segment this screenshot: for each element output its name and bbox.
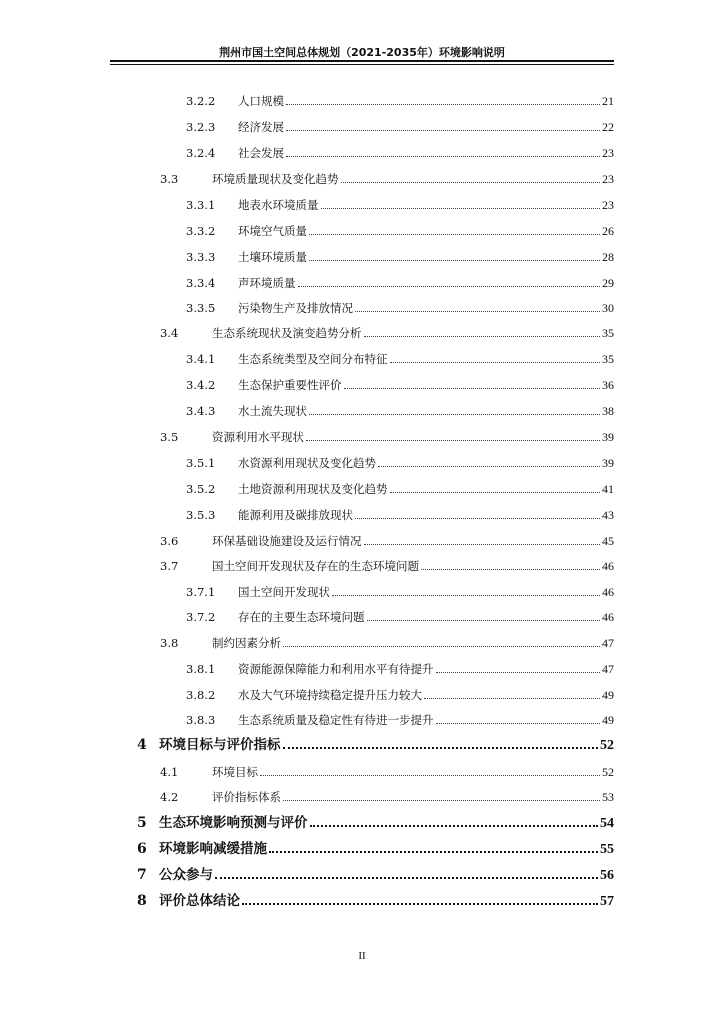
toc-entry-title: 能源利用及碳排放现状	[238, 508, 353, 522]
toc-entry-number: 3.3.2	[186, 224, 216, 238]
toc-entry-page: 30	[602, 301, 614, 315]
toc-entry-number: 3.3.1	[186, 198, 216, 212]
toc-entry-page: 43	[602, 508, 614, 522]
toc-entry-number: 3.8.1	[186, 662, 216, 676]
page-header-title: 荆州市国土空间总体规划（2021-2035年）环境影响说明	[219, 46, 505, 59]
toc-entry-number: 3.4.1	[186, 352, 216, 366]
toc-entry-number: 7	[137, 867, 147, 883]
toc-entry-title: 评价总体结论	[159, 893, 240, 909]
toc-entry[interactable]	[186, 609, 614, 625]
toc-leader-dots	[286, 156, 600, 157]
toc-entry-title: 国土空间开发现状	[238, 585, 330, 599]
toc-entry-title: 环境影响减缓措施	[159, 841, 267, 857]
toc-entry[interactable]	[186, 403, 614, 419]
toc-entry[interactable]	[186, 145, 614, 161]
toc-leader-dots	[355, 518, 600, 519]
toc-leader-dots	[364, 336, 601, 337]
toc-entry[interactable]	[186, 93, 614, 109]
toc-entry-title: 社会发展	[238, 146, 284, 160]
page-number: II	[358, 950, 366, 962]
toc-entry-title: 水土流失现状	[238, 404, 307, 418]
toc-entry-page: 35	[602, 326, 614, 340]
toc-entry[interactable]	[186, 661, 614, 677]
toc-leader-dots	[283, 800, 600, 801]
toc-leader-dots	[321, 208, 601, 209]
toc-leader-dots	[309, 260, 600, 261]
toc-entry-page: 52	[602, 765, 614, 779]
toc-entry-title: 生态系统现状及演变趋势分析	[212, 326, 362, 340]
toc-entry-title: 经济发展	[238, 120, 284, 134]
toc-leader-dots	[390, 492, 601, 493]
toc-entry-page: 41	[602, 482, 614, 496]
toc-entry-page: 46	[602, 585, 614, 599]
toc-entry[interactable]	[186, 249, 614, 265]
toc-entry[interactable]	[186, 197, 614, 213]
toc-entry-title: 存在的主要生态环境问题	[238, 610, 365, 624]
toc-leader-dots	[436, 672, 601, 673]
toc-leader-dots	[286, 104, 600, 105]
toc-leader-dots	[306, 440, 600, 441]
toc-entry-number: 3.2.2	[186, 94, 216, 108]
toc-entry-title: 生态保护重要性评价	[238, 378, 342, 392]
toc-entry[interactable]	[186, 584, 614, 600]
toc-entry-page: 46	[602, 610, 614, 624]
toc-entry[interactable]	[186, 507, 614, 523]
toc-entry-number: 3.6	[160, 534, 179, 548]
toc-entry-number: 3.8.2	[186, 688, 216, 702]
toc-entry-page: 35	[602, 352, 614, 366]
toc-entry-number: 3.2.4	[186, 146, 216, 160]
toc-entry-number: 3.2.3	[186, 120, 216, 134]
toc-entry[interactable]	[160, 325, 614, 341]
toc-leader-dots	[260, 775, 600, 776]
toc-entry-title: 环境质量现状及变化趋势	[212, 172, 339, 186]
toc-entry-title: 生态环境影响预测与评价	[159, 815, 308, 831]
toc-entry-number: 3.3	[160, 172, 179, 186]
toc-entry[interactable]	[137, 893, 614, 910]
toc-entry-title: 生态系统类型及空间分布特征	[238, 352, 388, 366]
toc-entry-title: 污染物生产及排放情况	[238, 301, 353, 315]
toc-leader-dots	[341, 182, 601, 183]
toc-leader-dots	[344, 388, 601, 389]
toc-entry-page: 45	[602, 534, 614, 548]
toc-entry-title: 土壤环境质量	[238, 250, 307, 264]
toc-leader-dots	[309, 234, 600, 235]
toc-entry-page: 57	[600, 894, 614, 909]
toc-entry[interactable]	[186, 687, 614, 703]
toc-entry-page: 23	[602, 172, 614, 186]
toc-leader-dots	[215, 877, 598, 879]
toc-entry[interactable]	[160, 764, 614, 780]
header-rule-thin	[110, 64, 614, 65]
toc-entry-title: 声环境质量	[238, 276, 296, 290]
toc-entry[interactable]	[160, 789, 614, 805]
toc-entry-page: 53	[602, 790, 614, 804]
toc-entry[interactable]	[186, 712, 614, 728]
toc-entry[interactable]	[186, 119, 614, 135]
toc-entry-number: 4.1	[160, 765, 179, 779]
toc-entry-page: 22	[602, 120, 614, 134]
toc-entry-number: 3.3.4	[186, 276, 216, 290]
toc-leader-dots	[332, 595, 600, 596]
toc-entry[interactable]	[186, 455, 614, 471]
toc-entry[interactable]	[186, 377, 614, 393]
toc-entry-number: 3.4	[160, 326, 179, 340]
toc-entry-title: 环境空气质量	[238, 224, 307, 238]
toc-entry-number: 3.3.3	[186, 250, 216, 264]
toc-entry-number: 5	[137, 815, 147, 831]
toc-leader-dots	[283, 747, 599, 749]
toc-leader-dots	[283, 646, 600, 647]
toc-entry[interactable]	[186, 223, 614, 239]
toc-leader-dots	[436, 723, 601, 724]
toc-entry-title: 资源能源保障能力和利用水平有待提升	[238, 662, 434, 676]
toc-entry-number: 8	[137, 893, 147, 909]
toc-entry-number: 3.4.2	[186, 378, 216, 392]
toc-leader-dots	[269, 851, 598, 853]
toc-entry-number: 3.5	[160, 430, 179, 444]
toc-entry-page: 47	[602, 636, 614, 650]
toc-leader-dots	[355, 311, 600, 312]
toc-entry-number: 4	[137, 737, 147, 753]
toc-entry-page: 39	[602, 456, 614, 470]
toc-entry[interactable]	[186, 351, 614, 367]
toc-entry-title: 制约因素分析	[212, 636, 281, 650]
toc-leader-dots	[424, 698, 600, 699]
toc-leader-dots	[390, 362, 601, 363]
toc-entry[interactable]	[160, 533, 614, 549]
toc-leader-dots	[309, 414, 600, 415]
toc-entry-number: 4.2	[160, 790, 179, 804]
toc-leader-dots	[310, 825, 599, 827]
toc-entry-title: 评价指标体系	[212, 790, 281, 804]
toc-entry-page: 23	[602, 146, 614, 160]
toc-leader-dots	[364, 544, 601, 545]
toc-entry-page: 46	[602, 559, 614, 573]
toc-entry[interactable]	[137, 737, 614, 754]
toc-entry-page: 49	[602, 688, 614, 702]
toc-entry-title: 水资源利用现状及变化趋势	[238, 456, 376, 470]
toc-entry-page: 36	[602, 378, 614, 392]
toc-entry-page: 38	[602, 404, 614, 418]
toc-entry-title: 环保基础设施建设及运行情况	[212, 534, 362, 548]
toc-entry[interactable]	[160, 429, 614, 445]
toc-entry-number: 3.8.3	[186, 713, 216, 727]
toc-entry-page: 28	[602, 250, 614, 264]
toc-entry-page: 39	[602, 430, 614, 444]
header-rule	[110, 60, 614, 62]
toc-entry[interactable]	[160, 635, 614, 651]
toc-entry-page: 52	[600, 738, 614, 753]
toc-entry-page: 26	[602, 224, 614, 238]
toc-entry[interactable]	[137, 867, 614, 884]
toc-leader-dots	[298, 286, 601, 287]
toc-entry-title: 水及大气环境持续稳定提升压力较大	[238, 688, 422, 702]
toc-entry[interactable]	[137, 815, 614, 832]
toc-entry-title: 人口规模	[238, 94, 284, 108]
toc-leader-dots	[367, 620, 601, 621]
toc-leader-dots	[421, 569, 600, 570]
toc-entry-page: 23	[602, 198, 614, 212]
toc-entry-number: 3.7.1	[186, 585, 216, 599]
toc-entry-title: 地表水环境质量	[238, 198, 319, 212]
toc-entry-title: 土地资源利用现状及变化趋势	[238, 482, 388, 496]
toc-entry-page: 56	[600, 868, 614, 883]
toc-entry-title: 公众参与	[159, 867, 213, 883]
toc-entry-page: 54	[600, 816, 614, 831]
toc-leader-dots	[286, 130, 600, 131]
toc-entry-page: 47	[602, 662, 614, 676]
toc-entry-page: 55	[600, 842, 614, 857]
toc-entry-page: 21	[602, 94, 614, 108]
toc-entry-number: 3.8	[160, 636, 179, 650]
toc-entry-title: 生态系统质量及稳定性有待进一步提升	[238, 713, 434, 727]
toc-entry[interactable]	[160, 171, 614, 187]
toc-entry[interactable]	[186, 300, 614, 316]
toc-entry[interactable]	[186, 275, 614, 291]
toc-entry-number: 3.3.5	[186, 301, 216, 315]
toc-entry-title: 资源利用水平现状	[212, 430, 304, 444]
toc-entry-number: 3.7.2	[186, 610, 216, 624]
toc-entry-number: 3.5.3	[186, 508, 216, 522]
toc-leader-dots	[242, 903, 598, 905]
toc-entry[interactable]	[160, 558, 614, 574]
toc-entry-page: 29	[602, 276, 614, 290]
toc-entry-number: 6	[137, 841, 147, 857]
toc-entry-number: 3.7	[160, 559, 179, 573]
toc-entry[interactable]	[186, 481, 614, 497]
toc-entry-number: 3.5.2	[186, 482, 216, 496]
toc-leader-dots	[378, 466, 600, 467]
toc-entry-page: 49	[602, 713, 614, 727]
toc-entry-title: 环境目标与评价指标	[159, 737, 281, 753]
toc-entry-title: 国土空间开发现状及存在的生态环境问题	[212, 559, 419, 573]
toc-entry-number: 3.4.3	[186, 404, 216, 418]
toc-entry-title: 环境目标	[212, 765, 258, 779]
toc-entry[interactable]	[137, 841, 614, 858]
toc-entry-number: 3.5.1	[186, 456, 216, 470]
